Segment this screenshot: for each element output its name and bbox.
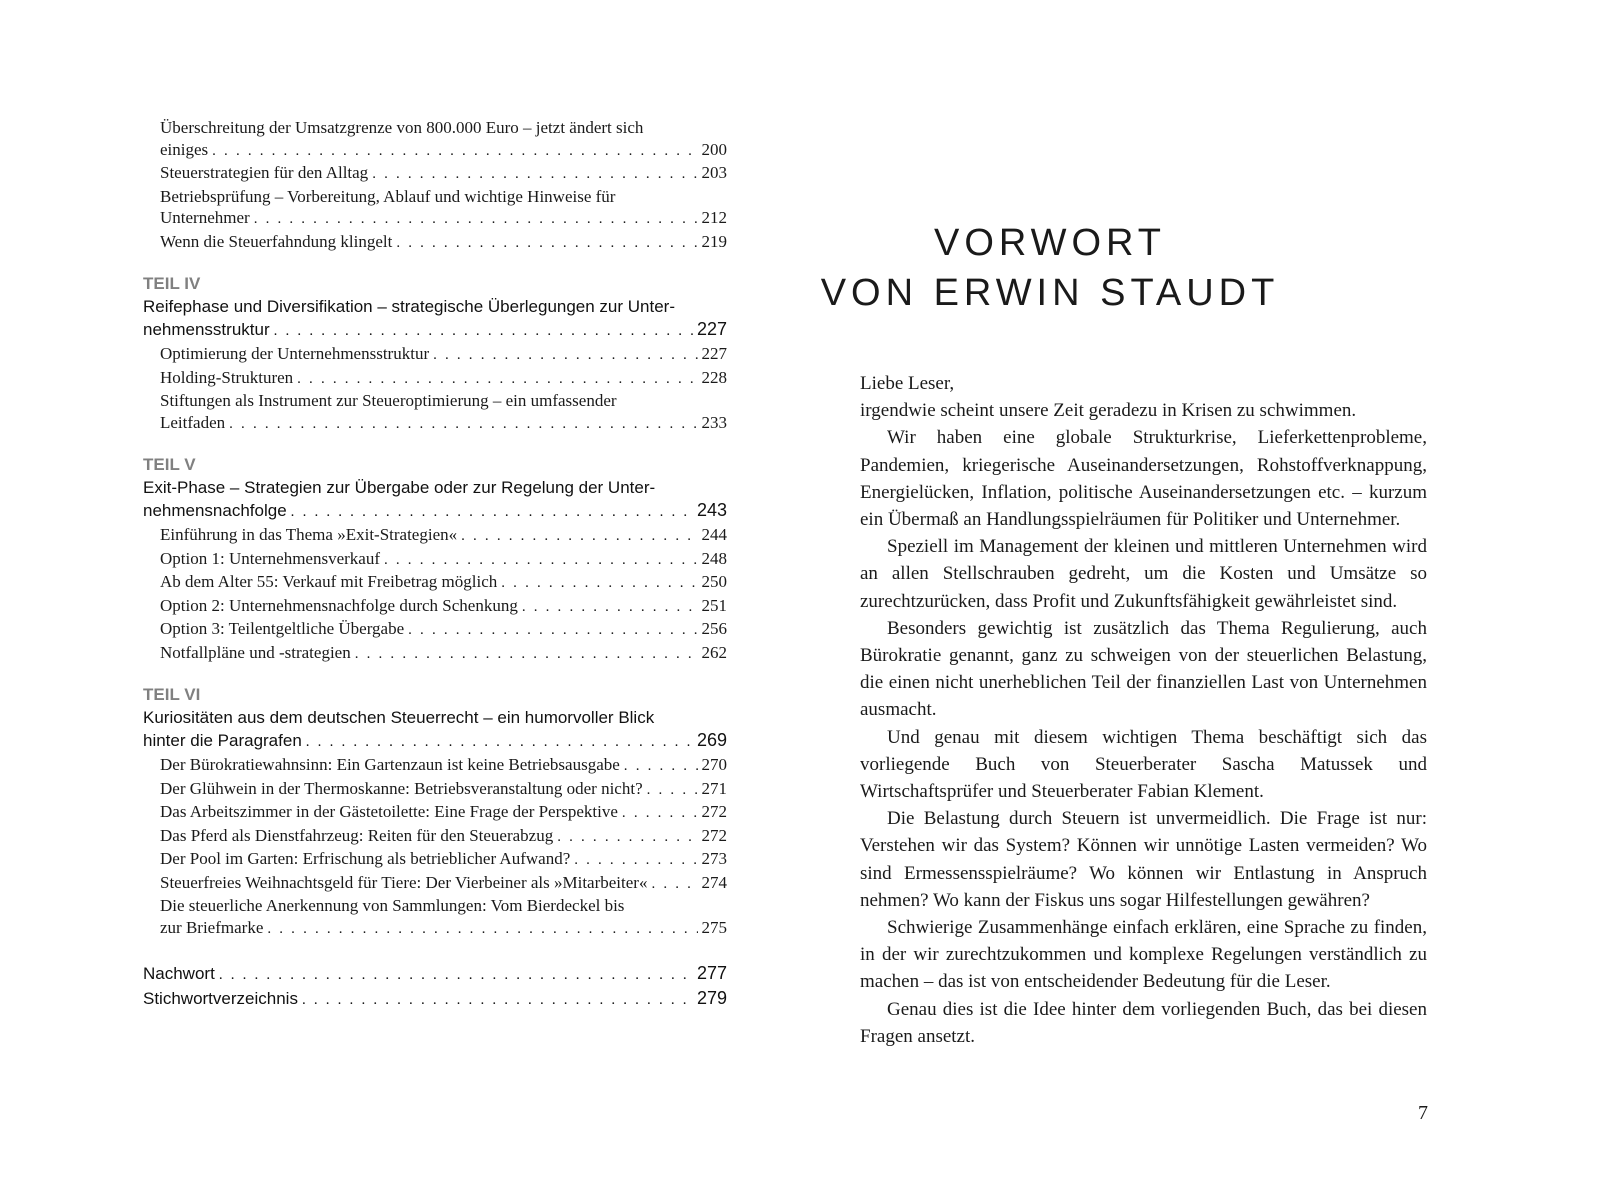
toc-page-number: 272	[701, 825, 727, 845]
toc-tail-page-number: 277	[696, 963, 727, 983]
toc-page-number: 244	[701, 525, 727, 544]
toc-tail-page-number: 279	[696, 988, 727, 1008]
toc-entry	[143, 642, 727, 666]
toc-entry	[143, 618, 727, 642]
toc-page-number: 272	[701, 802, 727, 821]
toc-part-page-number: 269	[696, 730, 727, 750]
toc-part-title-line: Kuriositäten aus dem deutschen Steuerrecht – ein humorvoller Blick	[143, 708, 655, 727]
toc-entry-title: Ab dem Alter 55: Verkauf mit Freibetrag möglich	[160, 572, 498, 591]
toc-page-number: 233	[701, 412, 727, 432]
foreword-paragraph: Speziell im Management der kleinen und mittleren Unternehmen wird an allen Stellschrauben gedreht, um die Kosten und Umsätze so zurechtzurücken, dass Profit und Zukunftsfähigkeit gewährleistet sind.	[860, 536, 1427, 612]
foreword-title	[800, 218, 1600, 318]
toc-leader	[212, 141, 697, 163]
toc-page-number: 212	[701, 208, 727, 227]
toc-part-page-number: 243	[696, 500, 727, 520]
toc-entry	[143, 571, 727, 595]
toc-leader	[624, 756, 698, 778]
foreword-paragraph: Besonders gewichtig ist zusätzlich das Thema Regulierung, auch Bürokratie genannt, ganz zu schweigen von der steuerlichen Belastung, die einen nicht unerheblichen Teil der finanziellen Last von Unternehmen ausmacht.	[860, 617, 1427, 721]
toc-entry	[143, 778, 727, 802]
toc-entry-title: Option 1: Unternehmensverkauf	[160, 548, 380, 568]
toc-leader	[384, 550, 698, 572]
toc-entry-title: Unternehmer	[160, 208, 250, 227]
toc-leader	[274, 320, 693, 343]
toc-leader	[501, 573, 697, 595]
toc-entry	[143, 343, 727, 367]
toc-entry	[143, 595, 727, 619]
toc-entry-line: Betriebsprüfung – Vorbereitung, Ablauf und wichtige Hinweise für	[160, 186, 616, 206]
toc-leader	[647, 780, 698, 802]
right-page	[800, 0, 1600, 1186]
toc-page-number: 200	[701, 139, 727, 159]
toc-entry-title: Leitfaden	[160, 412, 226, 432]
toc-leader	[306, 731, 693, 754]
toc-part-title	[143, 729, 727, 754]
toc-entry-title: Wenn die Steuerfahndung klingelt	[160, 231, 393, 251]
toc-leader	[291, 501, 693, 524]
toc-leader	[461, 526, 697, 548]
toc-entry	[143, 754, 727, 778]
toc-entry-line: Die steuerliche Anerkennung von Sammlungen: Vom Bierdeckel bis	[160, 896, 625, 915]
toc-entry-title: Option 2: Unternehmensnachfolge durch Schenkung	[160, 595, 518, 615]
toc-page-number: 275	[701, 917, 727, 937]
toc-entry-line: Überschreitung der Umsatzgrenze von 800.000 Euro – jetzt ändert sich	[160, 118, 644, 137]
toc-entry	[143, 367, 727, 391]
toc-leader	[622, 803, 698, 825]
toc-tail-entry	[143, 962, 727, 987]
toc-page-number: 203	[701, 163, 727, 182]
toc-entry-title: Das Arbeitszimmer in der Gästetoilette: Eine Frage der Perspektive	[160, 802, 618, 821]
foreword-salutation: Liebe Leser,	[860, 373, 955, 394]
toc-part-label: TEIL IV	[143, 274, 201, 293]
foreword-paragraph: Schwierige Zusammenhänge einfach erklären, eine Sprache zu finden, in der wir zurechtzukommen und komplexe Regelungen verständlich zu machen – das ist von entscheidender Bedeutung für die Leser.	[860, 917, 1427, 993]
toc-part-title-line: Reifephase und Diversifikation – strategische Überlegungen zur Unter-	[143, 297, 676, 316]
toc-entry-title: Notfallpläne und -strategien	[160, 642, 351, 662]
toc-entry	[143, 801, 727, 825]
toc-leader	[267, 919, 697, 941]
toc-entry-title: Der Bürokratiewahnsinn: Ein Gartenzaun ist keine Betriebsausgabe	[160, 755, 620, 774]
toc-entry-line: Stiftungen als Instrument zur Steueroptimierung – ein umfassender	[160, 391, 617, 410]
toc-entry	[143, 231, 727, 255]
toc-entry	[143, 207, 727, 231]
toc-page-number: 271	[701, 778, 727, 798]
toc-entry	[143, 825, 727, 849]
toc-leader	[229, 414, 697, 436]
foreword-paragraph: Genau dies ist die Idee hinter dem vorliegenden Buch, das bei diesen Fragen ansetzt.	[860, 998, 1427, 1047]
toc-entry-title: Der Pool im Garten: Erfrischung als betrieblicher Aufwand?	[160, 849, 571, 868]
toc-part-title-last: nehmensstruktur	[143, 320, 270, 339]
toc-page-number: 219	[701, 231, 727, 251]
toc-leader	[651, 874, 697, 896]
page-number: 7	[1418, 1102, 1428, 1124]
toc-entry-title: Optimierung der Unternehmensstruktur	[160, 344, 430, 363]
toc-entry-title: Das Pferd als Dienstfahrzeug: Reiten für den Steuerabzug	[160, 825, 554, 845]
toc-entry	[143, 917, 727, 941]
toc-leader	[396, 233, 697, 255]
foreword-title-line1: VORWORT	[933, 222, 1167, 264]
toc-page-number: 248	[701, 548, 727, 568]
toc-entry	[143, 548, 727, 572]
toc-entry	[143, 412, 727, 436]
toc-page-number: 262	[701, 642, 727, 662]
foreword-body	[860, 370, 1427, 1050]
toc-entry	[143, 872, 727, 896]
toc-part-label: TEIL VI	[143, 685, 201, 704]
toc-leader	[219, 964, 693, 987]
toc-entry	[143, 162, 727, 186]
toc-tail-title: Nachwort	[143, 964, 215, 983]
toc-tail-title: Stichwortverzeichnis	[143, 989, 298, 1008]
toc-entry-title: Der Glühwein in der Thermoskanne: Betriebsveranstaltung oder nicht?	[160, 778, 643, 798]
toc-leader	[297, 369, 697, 391]
foreword-paragraph: Wir haben eine globale Strukturkrise, Lieferkettenprobleme, Pandemien, kriegerische Auseinandersetzungen, Rohstoffverknappung, Energielücken, Inflation, politische Auseinandersetzungen etc. – kurzum ein Übermaß an Handlungsspielräumen für Politiker und Unternehmer.	[860, 427, 1427, 531]
toc-part-label: TEIL V	[143, 455, 196, 474]
toc-entry-title: Option 3: Teilentgeltliche Übergabe	[160, 619, 405, 638]
foreword-paragraph: Die Belastung durch Steuern ist unvermeidlich. Die Frage ist nur: Verstehen wir das System? Können wir unnötige Lasten vermeiden? Wo sind Ermessensspielräume? Wo können wir Entlastung in Anspruch nehmen? Wo kann der Fiskus uns sogar Hilfestellungen gewähren?	[860, 808, 1427, 911]
toc-part-title-line: Exit-Phase – Strategien zur Übergabe oder zur Regelung der Unter-	[143, 478, 656, 497]
foreword-paragraph: Und genau mit diesem wichtigen Thema beschäftigt sich das vorliegende Buch von Steuerberater Sascha Matussek und Wirtschaftsprüfer und Steuerberater Fabian Klement.	[860, 726, 1427, 803]
toc-page-number: 251	[701, 595, 727, 615]
toc-entry-title: Einführung in das Thema »Exit-Strategien«	[160, 525, 458, 544]
toc-page-number: 256	[701, 619, 727, 638]
toc-leader	[522, 597, 698, 619]
toc-tail-entry	[143, 987, 727, 1012]
toc-leader	[302, 989, 693, 1012]
toc-leader	[574, 850, 697, 872]
table-of-contents	[143, 117, 727, 1012]
toc-page-number: 274	[701, 872, 727, 892]
toc-entry-title: Steuerstrategien für den Alltag	[160, 163, 369, 182]
toc-page-number: 273	[701, 849, 727, 868]
toc-entry	[143, 524, 727, 548]
toc-tail	[143, 962, 727, 1012]
toc-entry-title: zur Briefmarke	[160, 917, 264, 937]
toc-entry	[143, 139, 727, 163]
toc-entry-title: einiges	[160, 139, 209, 159]
toc-page-number: 228	[701, 367, 727, 387]
toc-entry-title: Holding-Strukturen	[160, 367, 294, 387]
toc-entry-title: Steuerfreies Weihnachtsgeld für Tiere: Der Vierbeiner als »Mitarbeiter«	[160, 872, 648, 892]
toc-leader	[557, 827, 697, 849]
toc-part-title-last: hinter die Paragrafen	[143, 731, 302, 750]
toc-page-number: 250	[701, 572, 727, 591]
toc-leader	[355, 644, 698, 666]
toc-part-title	[143, 499, 727, 524]
toc-leader	[372, 164, 697, 186]
toc-leader	[408, 620, 697, 642]
toc-leader	[254, 209, 698, 231]
toc-page-number: 227	[701, 344, 727, 363]
toc-part-title	[143, 318, 727, 343]
toc-page-number: 270	[701, 755, 727, 774]
toc-part-page-number: 227	[696, 319, 727, 339]
toc-leader	[433, 345, 697, 367]
toc-part-title-last: nehmensnachfolge	[143, 501, 287, 520]
foreword-title-line2: VON ERWIN STAUDT	[820, 272, 1280, 314]
toc-entry	[143, 848, 727, 872]
foreword-paragraph: irgendwie scheint unsere Zeit geradezu in Krisen zu schwimmen.	[860, 400, 1357, 422]
